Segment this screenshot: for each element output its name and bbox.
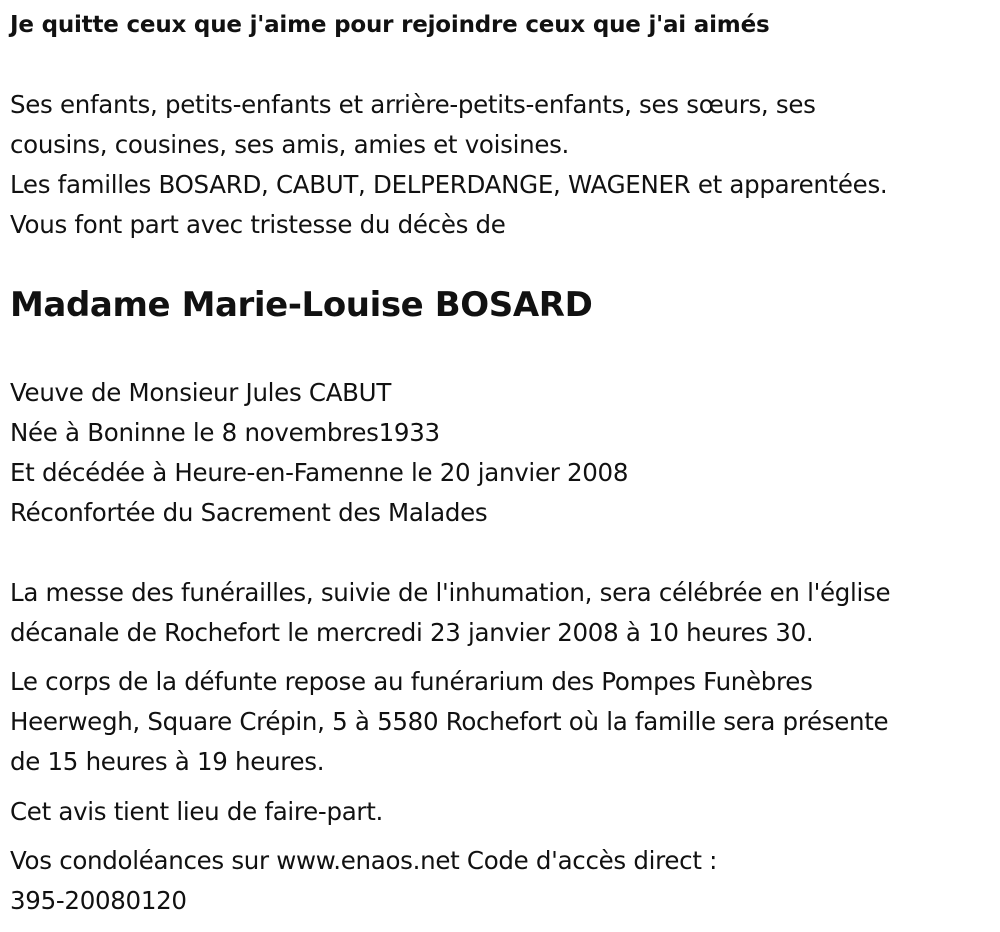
detail-line-death: Et décédée à Heure-en-Famenne le 20 janvier 2008 xyxy=(10,458,629,487)
visitation-line-1: Le corps de la défunte repose au funérarium des Pompes Funèbres xyxy=(10,667,813,696)
notice-line: Cet avis tient lieu de faire-part. xyxy=(10,797,383,826)
detail-line-widow: Veuve de Monsieur Jules CABUT xyxy=(10,378,391,407)
access-code: 395-20080120 xyxy=(10,886,187,915)
funeral-line-2: décanale de Rochefort le mercredi 23 janvier 2008 à 10 heures 30. xyxy=(10,618,814,647)
detail-line-birth: Née à Boninne le 8 novembres1933 xyxy=(10,418,440,447)
deceased-name: Madame Marie-Louise BOSARD xyxy=(10,285,593,325)
family-line-2: cousins, cousines, ses amis, amies et voisines. xyxy=(10,130,570,159)
family-line-1: Ses enfants, petits-enfants et arrière-petits-enfants, ses sœurs, ses xyxy=(10,90,816,119)
visitation-line-3: de 15 heures à 19 heures. xyxy=(10,747,325,776)
funeral-line-1: La messe des funérailles, suivie de l'inhumation, sera célébrée en l'église xyxy=(10,578,891,607)
epigraph-heading: Je quitte ceux que j'aime pour rejoindre ceux que j'ai aimés xyxy=(10,12,770,38)
family-line-4: Vous font part avec tristesse du décès de xyxy=(10,210,506,239)
detail-line-sacrament: Réconfortée du Sacrement des Malades xyxy=(10,498,488,527)
visitation-line-2: Heerwegh, Square Crépin, 5 à 5580 Rochefort où la famille sera présente xyxy=(10,707,889,736)
condolences-line-1: Vos condoléances sur www.enaos.net Code d'accès direct : xyxy=(10,846,718,875)
family-line-3: Les familles BOSARD, CABUT, DELPERDANGE, WAGENER et apparentées. xyxy=(10,170,888,199)
